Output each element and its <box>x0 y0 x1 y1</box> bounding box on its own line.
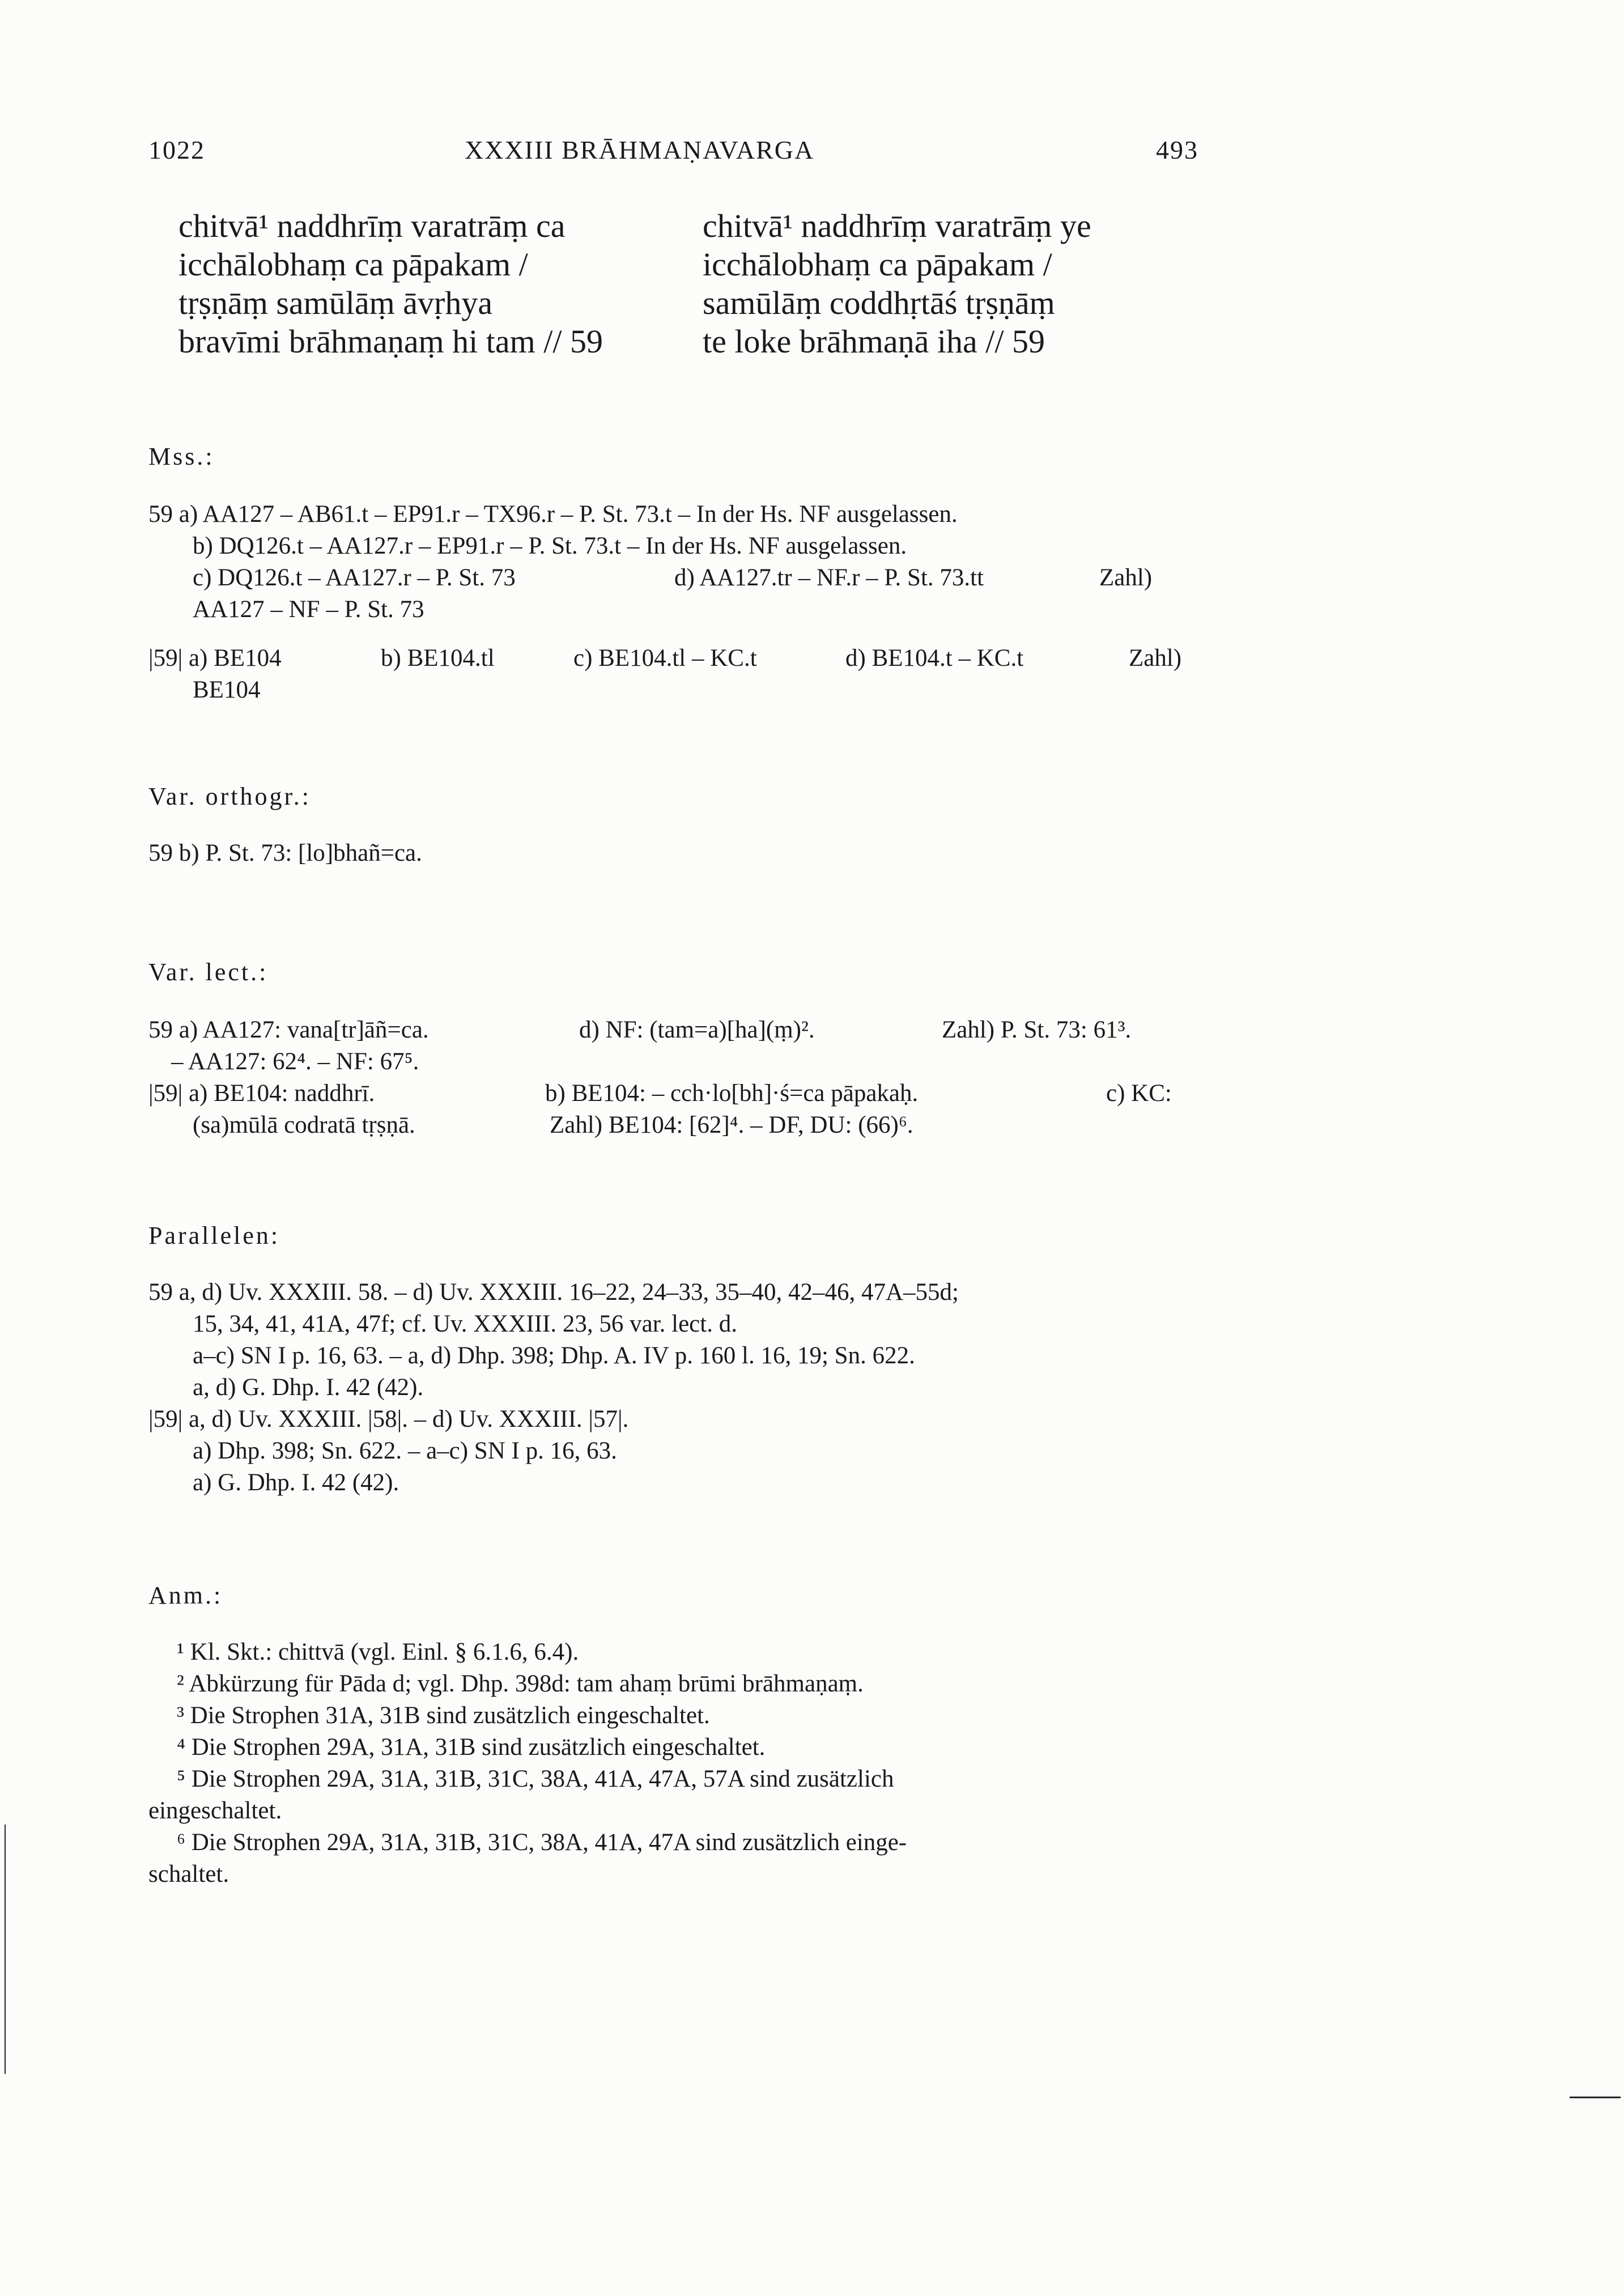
parallelen-line: a, d) G. Dhp. I. 42 (42). <box>193 1374 424 1401</box>
footnote: ³ Die Strophen 31A, 31B sind zusätzlich eingeschaltet. <box>177 1702 710 1729</box>
footnotes-block <box>148 1636 907 1890</box>
parallelen-line: a) G. Dhp. I. 42 (42). <box>193 1469 399 1496</box>
parallelen-line: a–c) SN I p. 16, 63. – a, d) Dhp. 398; Dhp. A. IV p. 160 l. 16, 19; Sn. 622. <box>193 1342 915 1369</box>
var-lect-line: c) KC: <box>1106 1080 1172 1107</box>
var-lect-line: Zahl) P. St. 73: 61³. <box>942 1017 1132 1043</box>
mss-line: Zahl) <box>1099 564 1153 591</box>
footnote: schaltet. <box>148 1861 229 1887</box>
page-number-right: 493 <box>1156 135 1198 164</box>
verse-left-line: tṛṣṇāṃ samūlāṃ āvṛhya <box>178 284 493 321</box>
mss-line: Zahl) <box>1129 645 1182 671</box>
parallelen-line: a) Dhp. 398; Sn. 622. – a–c) SN I p. 16, 63. <box>193 1438 617 1464</box>
footnote: ¹ Kl. Skt.: chittvā (vgl. Einl. § 6.1.6, 6.4). <box>177 1639 579 1665</box>
footnote: ⁵ Die Strophen 29A, 31A, 31B, 31C, 38A, 41A, 47A, 57A sind zusätzlich <box>177 1766 894 1792</box>
running-title: XXXIII BRĀHMAṆAVARGA <box>465 135 815 164</box>
scan-edge-line <box>5 1825 6 2074</box>
verse-right-line: samūlāṃ coddhṛtāś tṛṣṇāṃ <box>703 284 1055 321</box>
section-heading-var-lect: Var. lect.: <box>148 958 269 986</box>
section-heading-anm: Anm.: <box>148 1581 223 1609</box>
parallelen-line: |59| a, d) Uv. XXXIII. |58|. – d) Uv. XXXIII. |57|. <box>148 1406 629 1432</box>
mss-line: AA127 – NF – P. St. 73 <box>193 596 424 623</box>
verse-left-line: chitvā¹ naddhrīṃ varatrāṃ ca <box>178 207 566 244</box>
var-orth-line: 59 b) P. St. 73: [lo]bhañ=ca. <box>148 840 422 866</box>
var-lect-line: 59 a) AA127: vana[tr]āñ=ca. <box>148 1017 429 1043</box>
verse-left <box>178 207 603 361</box>
var-lect-line: – AA127: 62⁴. – NF: 67⁵. <box>171 1048 419 1075</box>
verse-left-line: icchālobhaṃ ca pāpakam / <box>178 246 528 283</box>
section-heading-var-orthogr: Var. orthogr.: <box>148 783 311 810</box>
verse-left-line: bravīmi brāhmaṇaṃ hi tam // 59 <box>178 323 603 360</box>
footnote: ⁴ Die Strophen 29A, 31A, 31B sind zusätzlich eingeschaltet. <box>177 1734 766 1761</box>
mss-line: |59| a) BE104 <box>148 645 282 671</box>
parallelen-line: 15, 34, 41, 41A, 47f; cf. Uv. XXXIII. 23, 56 var. lect. d. <box>193 1311 737 1337</box>
mss-line: d) BE104.t – KC.t <box>845 645 1024 671</box>
mss-line: 59 a) AA127 – AB61.t – EP91.r – TX96.r – P. St. 73.t – In der Hs. NF ausgelassen. <box>148 501 958 528</box>
footnote: eingeschaltet. <box>148 1797 282 1824</box>
mss-line: b) BE104.tl <box>381 645 495 671</box>
mss-block <box>148 499 1181 706</box>
var-lect-line: |59| a) BE104: naddhrī. <box>148 1080 375 1107</box>
mss-line: BE104 <box>193 677 261 703</box>
verse-right-line: te loke brāhmaṇā iha // 59 <box>703 323 1045 360</box>
page-number-left: 1022 <box>148 135 205 164</box>
var-lect-line: (sa)mūlā codratā tṛṣṇā. <box>193 1112 415 1138</box>
mss-line: d) AA127.tr – NF.r – P. St. 73.tt <box>674 564 984 591</box>
var-lect-line: Zahl) BE104: [62]⁴. – DF, DU: (66)⁶. <box>550 1112 913 1138</box>
var-lect-line: b) BE104: – cch·lo[bh]·ś=ca pāpakaḥ. <box>545 1080 919 1107</box>
parallelen-line: 59 a, d) Uv. XXXIII. 58. – d) Uv. XXXIII. 16–22, 24–33, 35–40, 42–46, 47A–55d; <box>148 1279 959 1306</box>
footnote: ⁶ Die Strophen 29A, 31A, 31B, 31C, 38A, 41A, 47A sind zusätzlich einge- <box>177 1829 907 1856</box>
verse-right <box>703 207 1091 361</box>
mss-line: b) DQ126.t – AA127.r – EP91.r – P. St. 73.t – In der Hs. NF ausgelassen. <box>193 533 907 559</box>
parallelen-block <box>148 1277 959 1499</box>
scan-edge-mark <box>1570 2097 1621 2098</box>
var-lect-block <box>148 1014 1172 1141</box>
section-heading-mss: Mss.: <box>148 443 215 470</box>
mss-line: c) DQ126.t – AA127.r – P. St. 73 <box>193 564 516 591</box>
section-heading-parallelen: Parallelen: <box>148 1222 280 1249</box>
mss-line: c) BE104.tl – KC.t <box>573 645 757 671</box>
verse-right-line: chitvā¹ naddhrīṃ varatrāṃ ye <box>703 207 1091 244</box>
footnote: ² Abkürzung für Pāda d; vgl. Dhp. 398d: tam ahaṃ brūmi brāhmaṇaṃ. <box>177 1670 864 1697</box>
verse-right-line: icchālobhaṃ ca pāpakam / <box>703 246 1052 283</box>
var-orth-block <box>148 837 422 869</box>
var-lect-line: d) NF: (tam=a)[ha](ṃ)². <box>579 1017 815 1043</box>
